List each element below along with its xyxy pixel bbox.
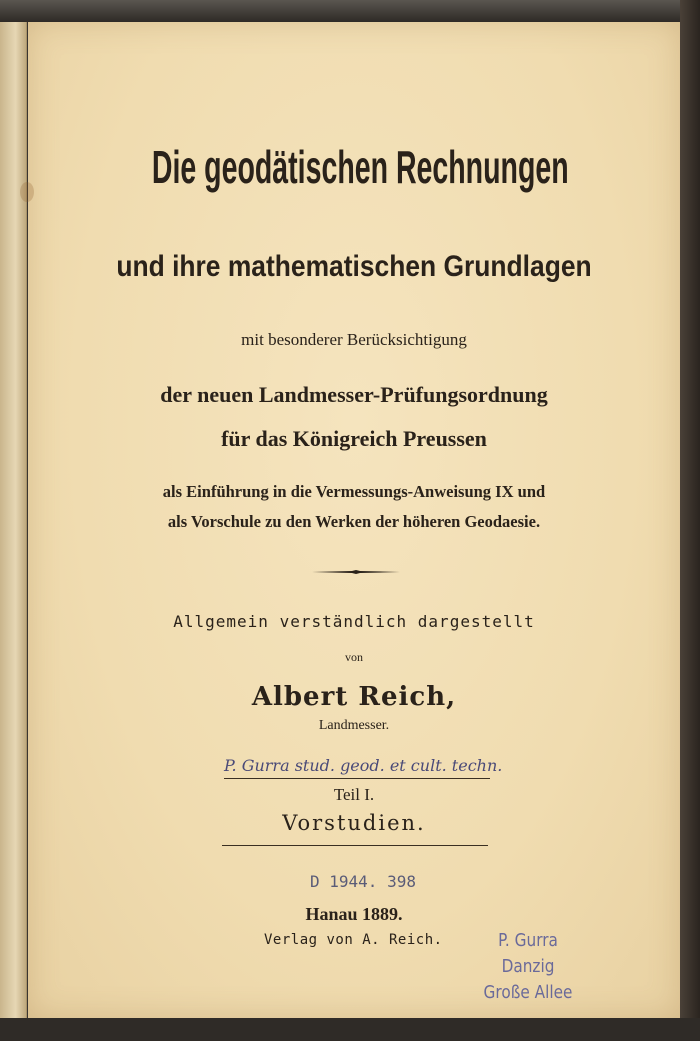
title-page xyxy=(28,22,680,1018)
owner-stamp xyxy=(468,928,588,1006)
publisher: Verlag von A. Reich. xyxy=(264,932,443,948)
intro-line-1: als Einführung in die Vermessungs-Anweisung IX und xyxy=(162,482,546,501)
book-left-edge xyxy=(0,22,27,1022)
place-year: Hanau 1889. xyxy=(305,904,403,924)
intro-line-2: als Vorschule zu den Werken der höheren Geodaesie. xyxy=(167,512,541,531)
owner-stamp-name: P. Gurra xyxy=(498,930,558,951)
presented-line: Allgemein verständlich dargestellt xyxy=(173,612,535,631)
part-title: Vorstudien. xyxy=(282,811,426,835)
book-subtitle: und ihre mathematischen Grundlagen xyxy=(116,250,592,283)
part-number: Teil I. xyxy=(333,785,375,804)
stain xyxy=(20,182,34,202)
regulation-line-1: der neuen Landmesser-Prüfungsordnung xyxy=(160,382,548,407)
handwriting-rule xyxy=(224,778,490,779)
book-title: Die geodätischen Rechnungen xyxy=(151,141,569,193)
with-note: mit besonderer Berücksichtigung xyxy=(241,330,467,349)
book-top-edge xyxy=(0,0,700,22)
owner-stamp-city: Danzig xyxy=(501,956,555,977)
by-line: von xyxy=(345,650,363,664)
ornament-divider xyxy=(312,570,400,574)
owner-stamp-street: Große Allee xyxy=(483,982,573,1003)
regulation-line-2: für das Königreich Preussen xyxy=(221,426,487,451)
part-rule xyxy=(222,845,488,846)
author-profession: Landmesser. xyxy=(318,718,390,733)
handwritten-owner: P. Gurra stud. geod. et cult. techn. xyxy=(224,756,503,775)
book-bottom-edge xyxy=(0,1018,700,1041)
author-name: Albert Reich, xyxy=(251,682,457,712)
book-cover-edge xyxy=(680,0,700,1041)
shelf-number-stamp: D 1944. 398 xyxy=(310,872,416,891)
